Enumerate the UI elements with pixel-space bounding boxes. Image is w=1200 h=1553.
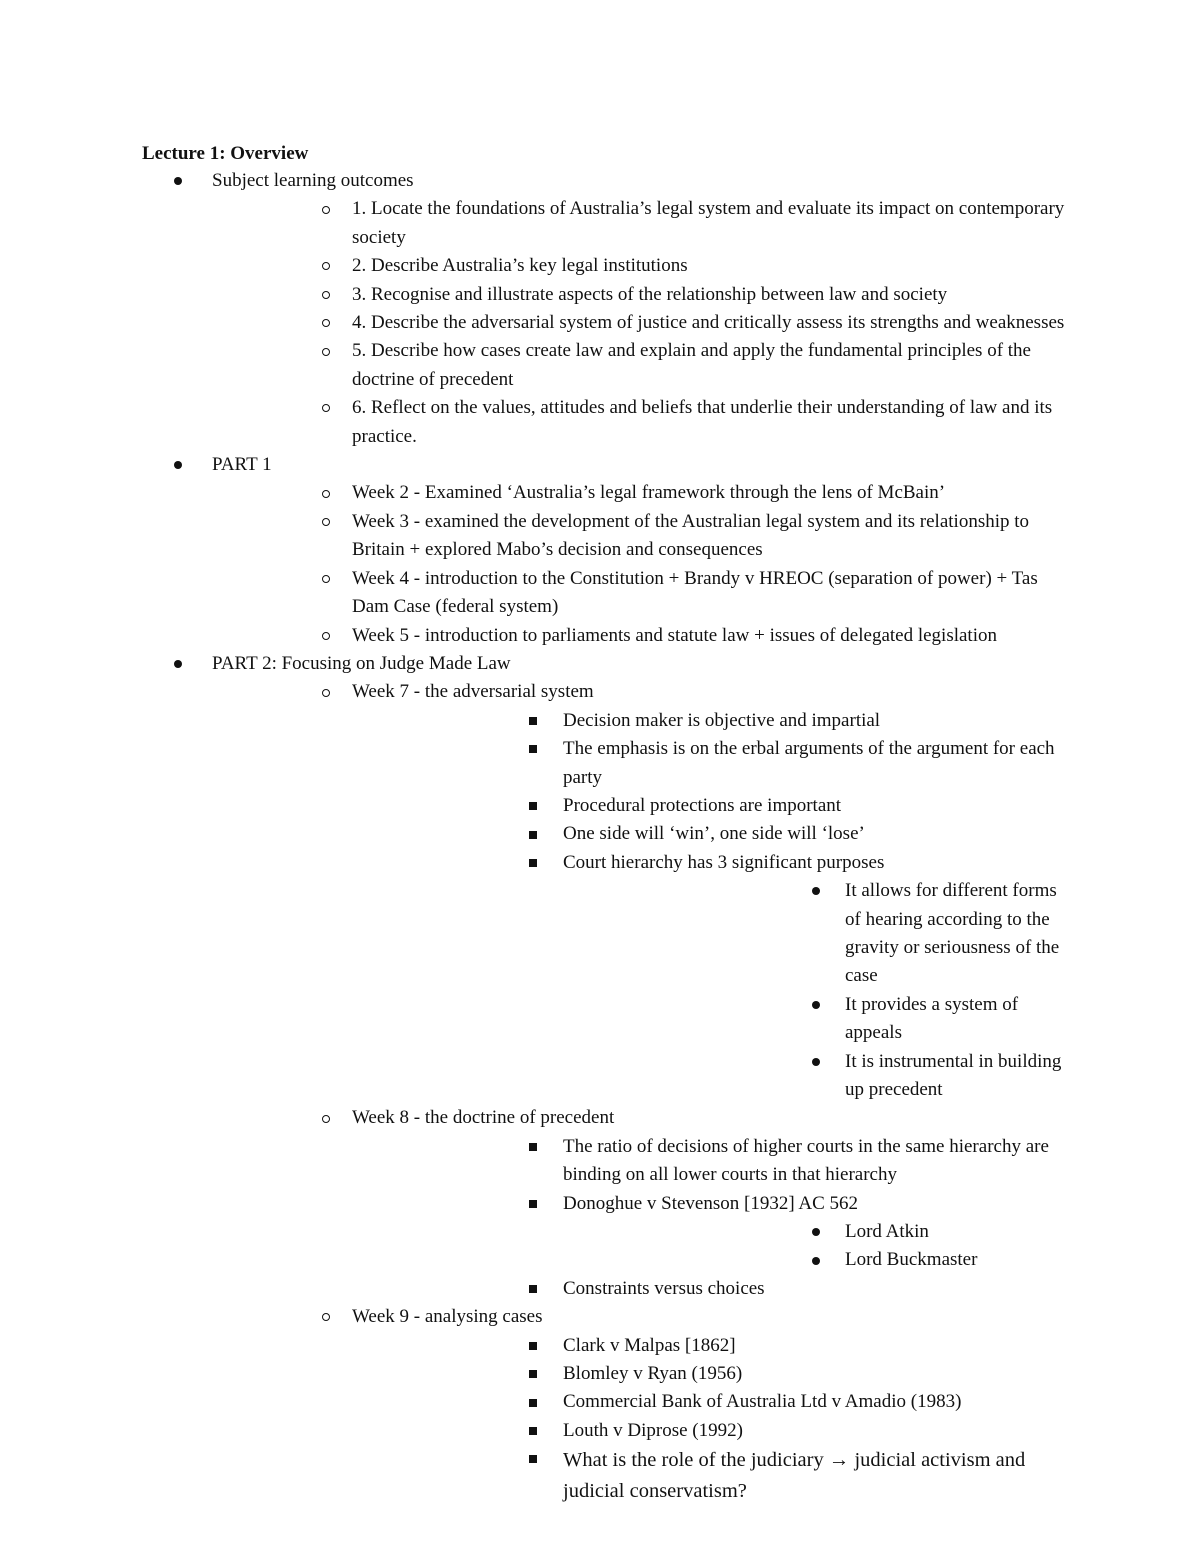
list-item [212, 622, 1072, 650]
bullet-square-icon [526, 1190, 540, 1218]
bullet-square-icon [526, 1133, 540, 1161]
bullet-circle-icon [319, 195, 333, 223]
bullet-dot-icon [809, 1048, 823, 1076]
week-text: Week 3 - examined the development of the Australian legal system and its relationship to Britain + explored Mabo’s decision and consequences [352, 510, 1030, 561]
point-text: Decision maker is objective and impartial [563, 709, 881, 731]
list-item [352, 1133, 1072, 1190]
bullet-circle-icon [319, 309, 333, 337]
list-item [352, 1445, 1072, 1507]
bullet-square-icon [526, 849, 540, 877]
list-item [352, 792, 1072, 820]
bullet-dot-icon [171, 451, 185, 479]
list-item [212, 479, 1072, 507]
list-item [212, 195, 1072, 252]
bullet-dot-icon [809, 877, 823, 905]
case-text: Commercial Bank of Australia Ltd v Amadio (1983) [563, 1391, 962, 1413]
week9-label: Week 9 - analysing cases [352, 1306, 543, 1328]
list-item [352, 1275, 1072, 1303]
list-item-part1 [142, 451, 1072, 650]
point-text: Procedural protections are important [563, 794, 842, 816]
outcomes-list [212, 195, 1072, 451]
bullet-square-icon [526, 707, 540, 735]
outcomes-label: Subject learning outcomes [212, 170, 414, 191]
outline-list [142, 167, 1072, 1507]
bullet-dot-icon [171, 167, 185, 195]
point-text: One side will ‘win’, one side will ‘lose’ [563, 823, 865, 845]
week7-list [352, 707, 1072, 1105]
list-item [212, 337, 1072, 394]
outcome-text: 2. Describe Australia’s key legal institutions [352, 255, 688, 277]
bullet-circle-icon [319, 337, 333, 365]
list-item [563, 1246, 1072, 1274]
outcome-text: 5. Describe how cases create law and explain and apply the fundamental principles of the doctrine of precedent [352, 340, 1031, 390]
outcome-text: 3. Recognise and illustrate aspects of the relationship between law and society [352, 283, 948, 305]
bullet-square-icon [526, 1275, 540, 1303]
point-text: The emphasis is on the erbal arguments of the argument for each party [563, 738, 1055, 788]
bullet-square-icon [526, 1360, 540, 1388]
week7-label: Week 7 - the adversarial system [352, 681, 594, 703]
document-body [142, 141, 1072, 1507]
bullet-circle-icon [319, 1303, 333, 1331]
purpose-text: It is instrumental in building up precedent [845, 1050, 1062, 1100]
bullet-circle-icon [319, 622, 333, 650]
purpose-text: It provides a system of appeals [845, 993, 1019, 1044]
part1-label: PART 1 [212, 454, 272, 476]
list-item [352, 1360, 1072, 1388]
list-item [352, 849, 1072, 1105]
bullet-square-icon [526, 820, 540, 848]
list-item [563, 991, 1072, 1048]
outcome-text: 4. Describe the adversarial system of justice and critically assess its strengths and weaknesses [352, 312, 1065, 334]
point-text: Constraints versus choices [563, 1277, 765, 1299]
week-text: Week 2 - Examined ‘Australia’s legal framework through the lens of McBain’ [352, 482, 946, 504]
purpose-text: It allows for different forms of hearing according to the gravity or seriousness of the case [845, 880, 1060, 987]
part2-list [212, 678, 1072, 1507]
bullet-circle-icon [319, 565, 333, 593]
list-item [352, 707, 1072, 735]
list-item [563, 877, 1072, 991]
case-text: Louth v Diprose (1992) [563, 1419, 743, 1441]
purposes-list [563, 877, 1072, 1104]
list-item-week9 [212, 1303, 1072, 1507]
bullet-dot-icon [809, 1246, 823, 1274]
list-item-outcomes [142, 167, 1072, 451]
bullet-circle-icon [319, 678, 333, 706]
bullet-circle-icon [319, 394, 333, 422]
lords-list [563, 1218, 1072, 1275]
week-text: Week 5 - introduction to parliaments and statute law + issues of delegated legislation [352, 624, 997, 646]
part1-list [212, 479, 1072, 649]
case-text: Donoghue v Stevenson [1932] AC 562 [563, 1192, 859, 1214]
week8-label: Week 8 - the doctrine of precedent [352, 1107, 615, 1129]
point-text: Court hierarchy has 3 significant purposes [563, 851, 885, 873]
bullet-square-icon [526, 1417, 540, 1445]
lord-text: Lord Atkin [845, 1221, 929, 1243]
list-item [212, 394, 1072, 451]
part2-label: PART 2: Focusing on Judge Made Law [212, 652, 511, 674]
bullet-square-icon [526, 735, 540, 763]
bullet-dot-icon [171, 650, 185, 678]
list-item [563, 1048, 1072, 1105]
week8-list [352, 1133, 1072, 1303]
list-item [352, 1190, 1072, 1275]
list-item [212, 281, 1072, 309]
bullet-square-icon [526, 1445, 540, 1473]
list-item [212, 565, 1072, 622]
bullet-dot-icon [809, 1218, 823, 1246]
list-item-week8 [212, 1104, 1072, 1303]
list-item [212, 252, 1072, 280]
bullet-square-icon [526, 792, 540, 820]
bullet-circle-icon [319, 508, 333, 536]
list-item [352, 1417, 1072, 1445]
list-item [352, 1388, 1072, 1416]
lord-text: Lord Buckmaster [845, 1249, 978, 1271]
list-item [352, 1332, 1072, 1360]
list-item-part2 [142, 650, 1072, 1507]
question-text: What is the role of the judiciary → judicial activism and judicial conservatism? [563, 1449, 1026, 1503]
page-title: Lecture 1: Overview [142, 143, 309, 164]
list-item [212, 309, 1072, 337]
list-item [563, 1218, 1072, 1246]
list-item [352, 820, 1072, 848]
bullet-circle-icon [319, 281, 333, 309]
week9-list [352, 1332, 1072, 1508]
bullet-dot-icon [809, 991, 823, 1019]
outcome-text: 6. Reflect on the values, attitudes and beliefs that underlie their understanding of law and its practice. [352, 397, 1053, 447]
bullet-circle-icon [319, 1104, 333, 1132]
week-text: Week 4 - introduction to the Constitution + Brandy v HREOC (separation of power) + Tas Dam Case (federal system) [352, 567, 1038, 618]
bullet-square-icon [526, 1332, 540, 1360]
case-text: Blomley v Ryan (1956) [563, 1363, 743, 1385]
point-text: The ratio of decisions of higher courts in the same hierarchy are binding on all lower courts in that hierarchy [563, 1135, 1049, 1186]
list-item [212, 508, 1072, 565]
list-item-week7 [212, 678, 1072, 1104]
bullet-square-icon [526, 1388, 540, 1416]
bullet-circle-icon [319, 479, 333, 507]
bullet-circle-icon [319, 252, 333, 280]
case-text: Clark v Malpas [1862] [563, 1334, 736, 1356]
outcome-text: 1. Locate the foundations of Australia’s legal system and evaluate its impact on contemporary society [352, 198, 1065, 248]
list-item [352, 735, 1072, 792]
